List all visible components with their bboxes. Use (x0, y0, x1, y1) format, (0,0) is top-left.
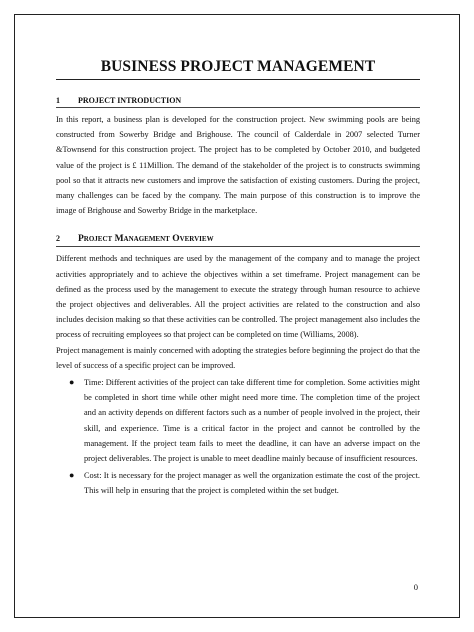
bullet-icon: ● (69, 470, 75, 481)
section-title: PROJECT INTRODUCTION (78, 96, 182, 105)
bullet-icon: ● (69, 377, 75, 388)
page-number: 0 (413, 582, 418, 592)
section-number: 1 (56, 96, 60, 105)
bullet-list (56, 375, 420, 499)
paragraph: Different methods and techniques are used by the management of the company and to manage the project activities appropriately and to achieve the objectives within a set timeframe. Project management can be defined as the process used by the management to execute the strategy through human resource to achieve the project objectives and deliverables. All the project activities are related to the construction and also includes decision making so that these activities can be controlled. The project management also includes the process of recruiting employees so that project can be completed on time (Williams, 2008). (56, 254, 420, 340)
section-heading-1 (56, 96, 420, 108)
list-item (69, 375, 420, 466)
section-title: Project Management Overview (78, 234, 214, 245)
list-item-text: Time: Different activities of the project can take different time for completion. Some activities might be completed in short time while other might need more time. The completion time of the project and an activity depends on different factors such as a number of people involved in the project, their skill, and experience. Time is a critical factor in the project and cannot be controlled by the management. If the project team fails to meet the deadline, it can have an adverse impact on the project deliverables. The project is unable to meet deadline mainly because of insufficient resources. (84, 378, 420, 464)
paragraph: In this report, a business plan is developed for the construction project. New swimming pools are being constructed from Sowerby Bridge and Brighouse. The council of Calderdale in 2007 selected Turner &Townsend for this construction project. The project has to be completed by October 2010, and budgeted value of the project is £ 11Million. The demand of the stakeholder of the project is to constructs swimming pool so that it attracts new customers and improve the satisfaction of existing customers. During the project, many challenges can be faced by the company. The main purpose of this construction is to improve the image of Brighouse and Sowerby Bridge in the marketplace. (56, 115, 420, 216)
section-number: 2 (56, 234, 60, 244)
paragraph: Project management is mainly concerned with adopting the strategies before beginning the project do that the level of success of a specific project can be improved. (56, 345, 420, 370)
page-content (56, 58, 420, 499)
document-title: BUSINESS PROJECT MANAGEMENT (56, 58, 420, 80)
section-heading-2 (56, 234, 420, 247)
list-item-text: Cost: It is necessary for the project manager as well the organization estimate the cost of the project. This will help in ensuring that the project is completed within the set budget. (84, 471, 420, 496)
list-item (69, 468, 420, 498)
